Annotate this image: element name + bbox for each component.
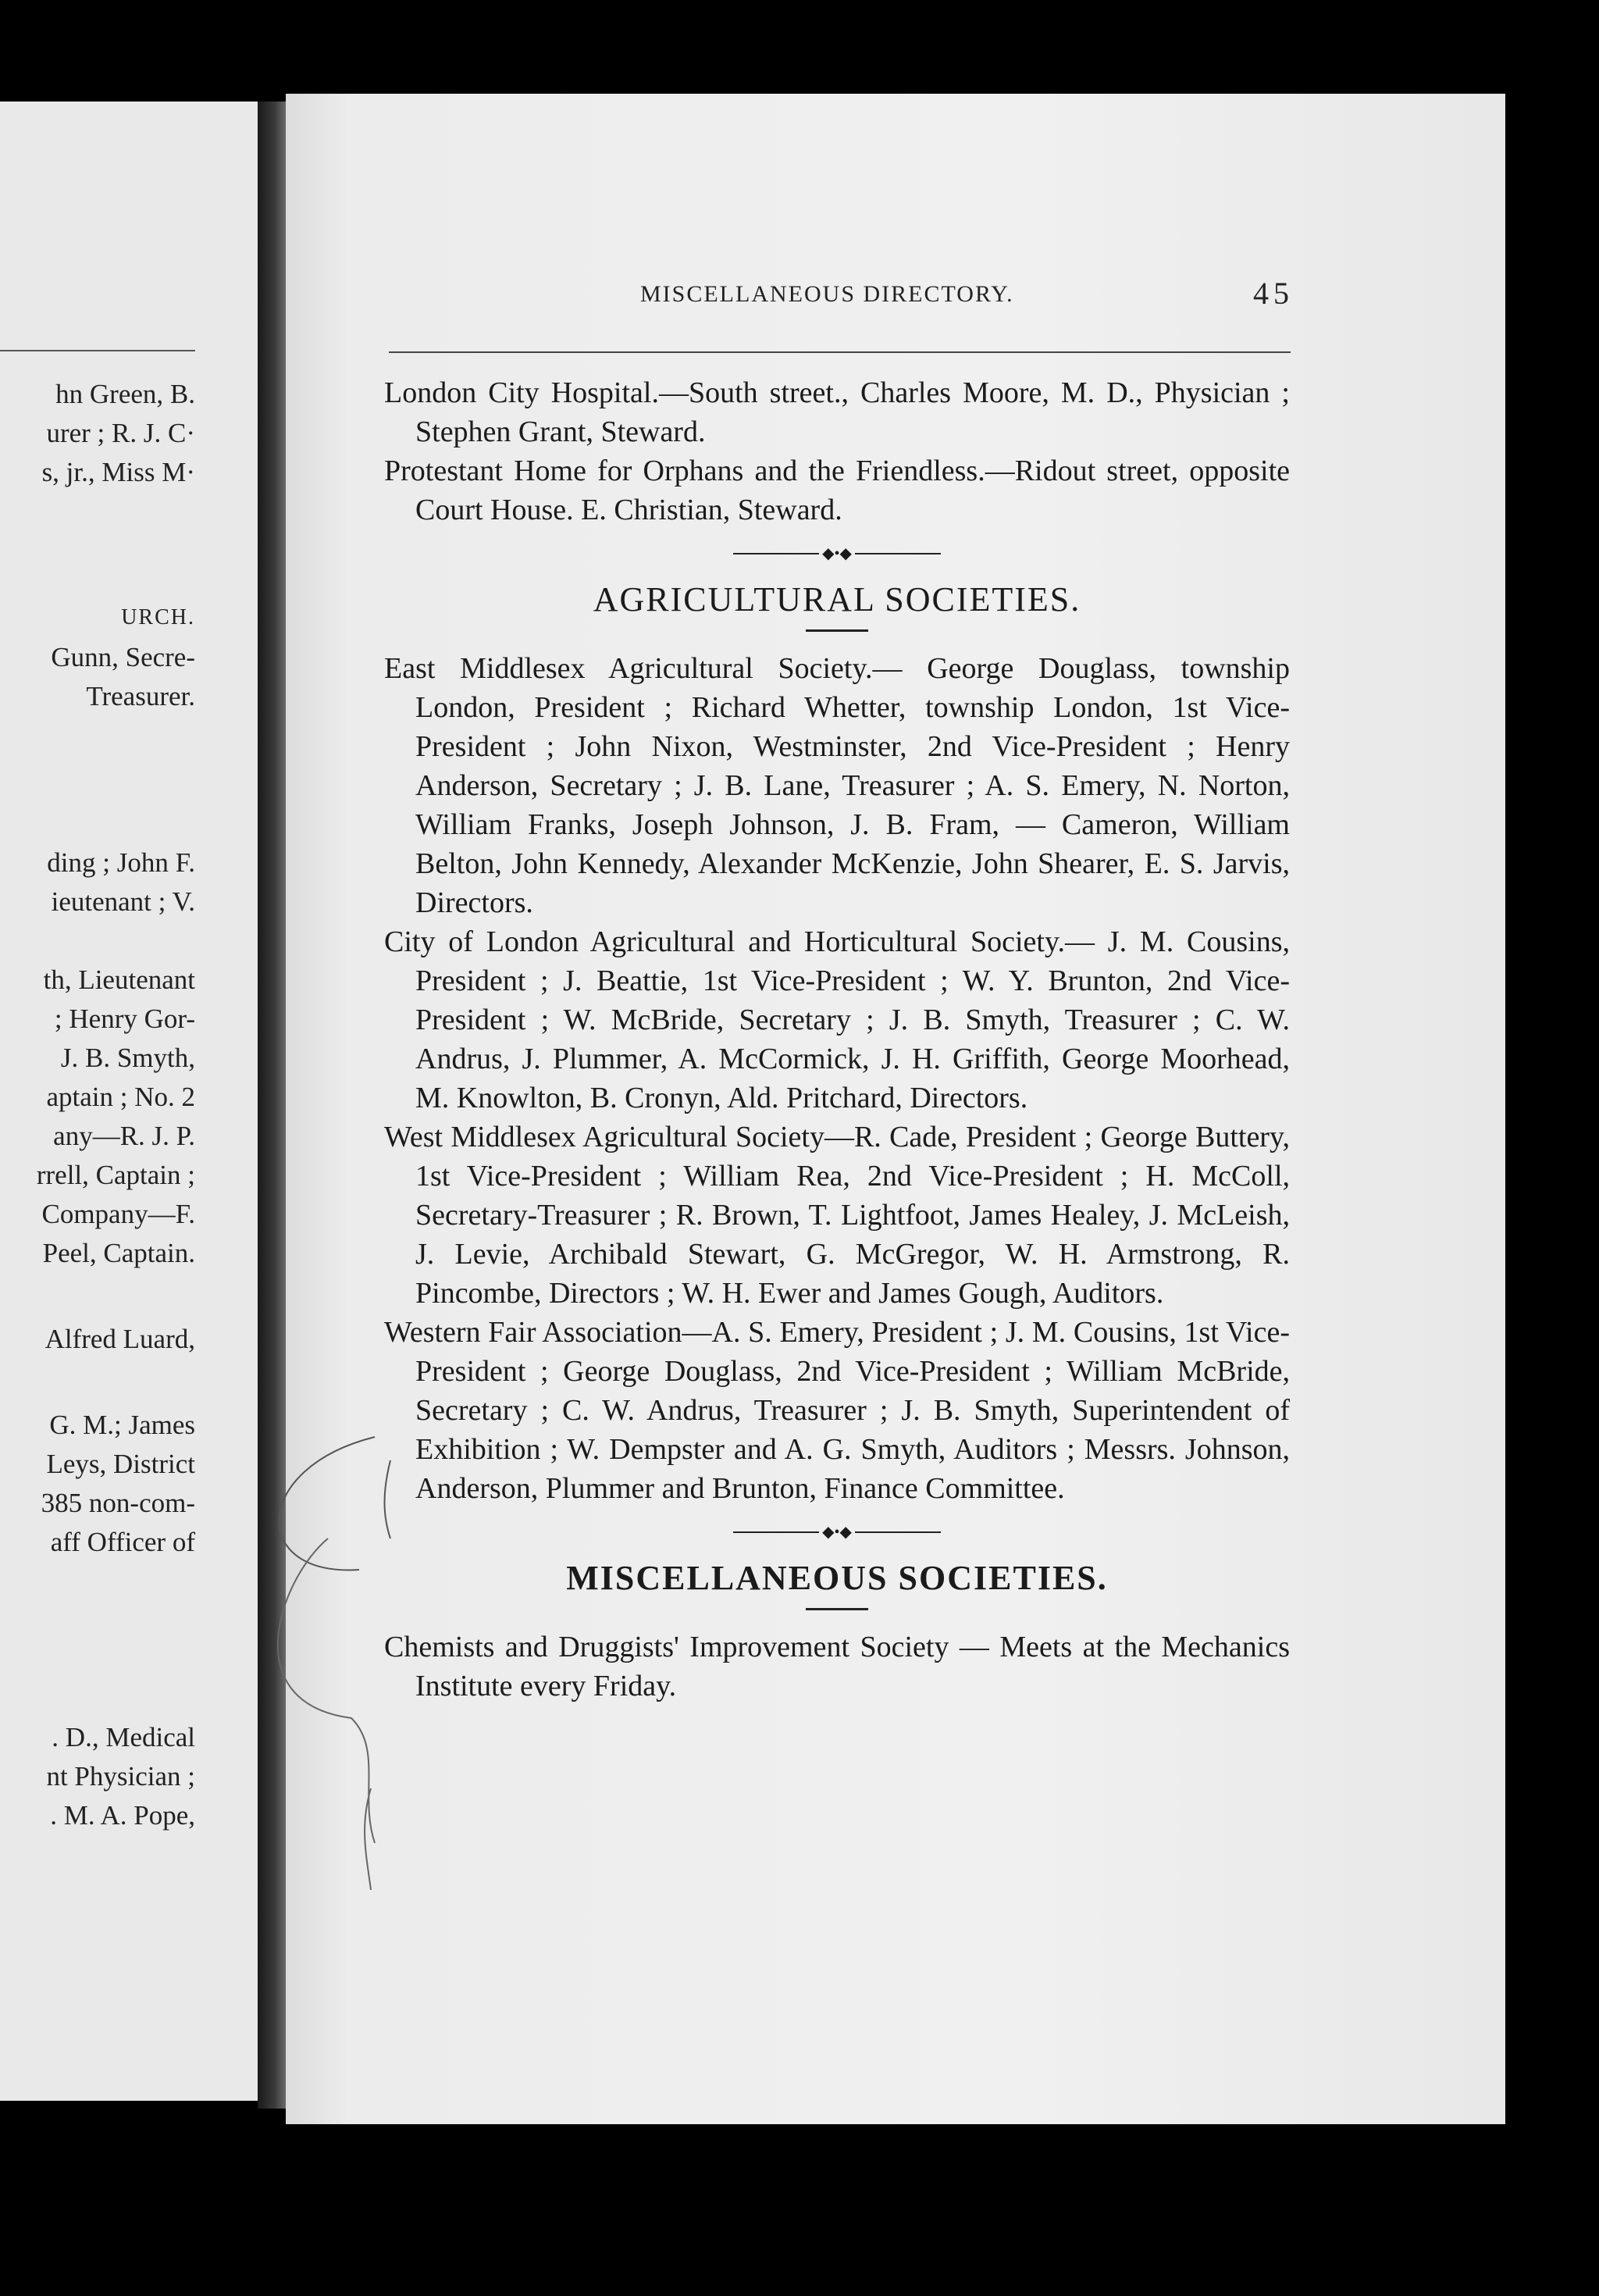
left-page-line: Company—F. — [41, 1199, 195, 1229]
running-head: MISCELLANEOUS DIRECTORY. — [640, 281, 1014, 307]
pencil-margin-mark — [234, 1421, 422, 2296]
page-number: 45 — [1253, 276, 1294, 311]
left-page-line: Peel, Captain. — [42, 1238, 195, 1268]
header-rule — [389, 351, 1291, 353]
left-page-line: URCH. — [121, 605, 195, 629]
title-rule — [806, 1608, 868, 1610]
left-page-line: th, Lieutenant — [43, 964, 195, 995]
left-page-line: aff Officer of — [50, 1527, 195, 1557]
directory-entry: City of London Agricultural and Horticultural Society.— J. M. Cousins, President ; J. Beattie, 1st Vice-President ; W. Y. Brunton, 2nd Vice-President ; W. McBride, Secretary ; J. B. Smyth, Treasurer ; C. W. Andrus, J. Plummer, A. McCormick, J. H. Griffith, George Moorhead, M. Knowlton, B. Cronyn, Ald. Pritchard, Directors. — [384, 925, 1290, 1114]
left-page-line: aptain ; No. 2 — [46, 1082, 195, 1112]
left-page-line: ding ; John F. — [47, 847, 195, 878]
left-page-line: . D., Medical — [52, 1722, 195, 1752]
section-title-misc: MISCELLANEOUS SOCIETIES. — [566, 1559, 1108, 1597]
left-page-line: Leys, District — [46, 1449, 195, 1479]
left-page-line: Treasurer. — [86, 681, 195, 711]
left-page-line: hn Green, B. — [55, 379, 195, 409]
title-rule — [806, 629, 868, 632]
left-page-line: J. B. Smyth, — [60, 1043, 195, 1073]
left-page-line: s, jr., Miss M· — [41, 457, 195, 487]
section-title-agricultural: AGRICULTURAL SOCIETIES. — [593, 580, 1081, 619]
left-facing-page — [0, 102, 258, 2101]
left-page-line: 385 non-com- — [41, 1488, 195, 1518]
directory-entry: West Middlesex Agricultural Society—R. Cade, President ; George Buttery, 1st Vice-President ; William Rea, 2nd Vice-President ; H. McColl, Secretary-Treasurer ; R. Brown, T. Lightfoot, James Healey, J. McLeish, J. Levie, Archibald Stewart, G. McGregor, W. H. Armstrong, R. Pincombe, Directors ; W. H. Ewer and James Gough, Auditors. — [384, 1121, 1290, 1310]
left-page-line: . M. A. Pope, — [50, 1800, 195, 1831]
left-page-line: urer ; R. J. C· — [46, 418, 195, 448]
directory-entry: East Middlesex Agricultural Society.— George Douglass, township London, President ; Richard Whetter, township London, 1st Vice-President ; John Nixon, Westminster, 2nd Vice-President ; Henry Anderson, Secretary ; J. B. Lane, Treasurer ; A. S. Emery, N. Norton, William Franks, Joseph Johnson, J. B. Fram, — Cameron, William Belton, John Kennedy, Alexander McKenzie, John Shearer, E. S. Jarvis, Directors. — [384, 652, 1290, 919]
left-page-line: ieutenant ; V. — [51, 886, 195, 917]
section-ornament: ◆•◆ — [384, 534, 1290, 573]
left-page-line: Gunn, Secre- — [51, 642, 195, 672]
left-page-line: any—R. J. P. — [53, 1121, 195, 1151]
left-page-line: ; Henry Gor- — [54, 1004, 195, 1034]
left-page-line: G. M.; James — [49, 1410, 195, 1440]
directory-entry: Protestant Home for Orphans and the Friendless.—Ridout street, opposite Court House. E. Christian, Steward. — [384, 455, 1290, 526]
page-body — [384, 373, 1290, 1706]
left-page-rule — [0, 350, 195, 351]
section-ornament: ◆•◆ — [384, 1513, 1290, 1552]
left-page-line: Alfred Luard, — [45, 1324, 195, 1354]
directory-entry: London City Hospital.—South street., Charles Moore, M. D., Physician ; Stephen Grant, Steward. — [384, 376, 1290, 448]
left-page-line: rrell, Captain ; — [36, 1160, 195, 1190]
left-page-line: nt Physician ; — [46, 1761, 195, 1792]
directory-entry: Western Fair Association—A. S. Emery, President ; J. M. Cousins, 1st Vice-President ; George Douglass, 2nd Vice-President ; William McBride, Secretary ; C. W. Andrus, Treasurer ; J. B. Smyth, Superintendent of Exhibition ; W. Dempster and A. G. Smyth, Auditors ; Messrs. Johnson, Anderson, Plummer and Brunton, Finance Committee. — [384, 1316, 1290, 1505]
directory-entry: Chemists and Druggists' Improvement Society — Meets at the Mechanics Institute every Friday. — [384, 1631, 1290, 1702]
